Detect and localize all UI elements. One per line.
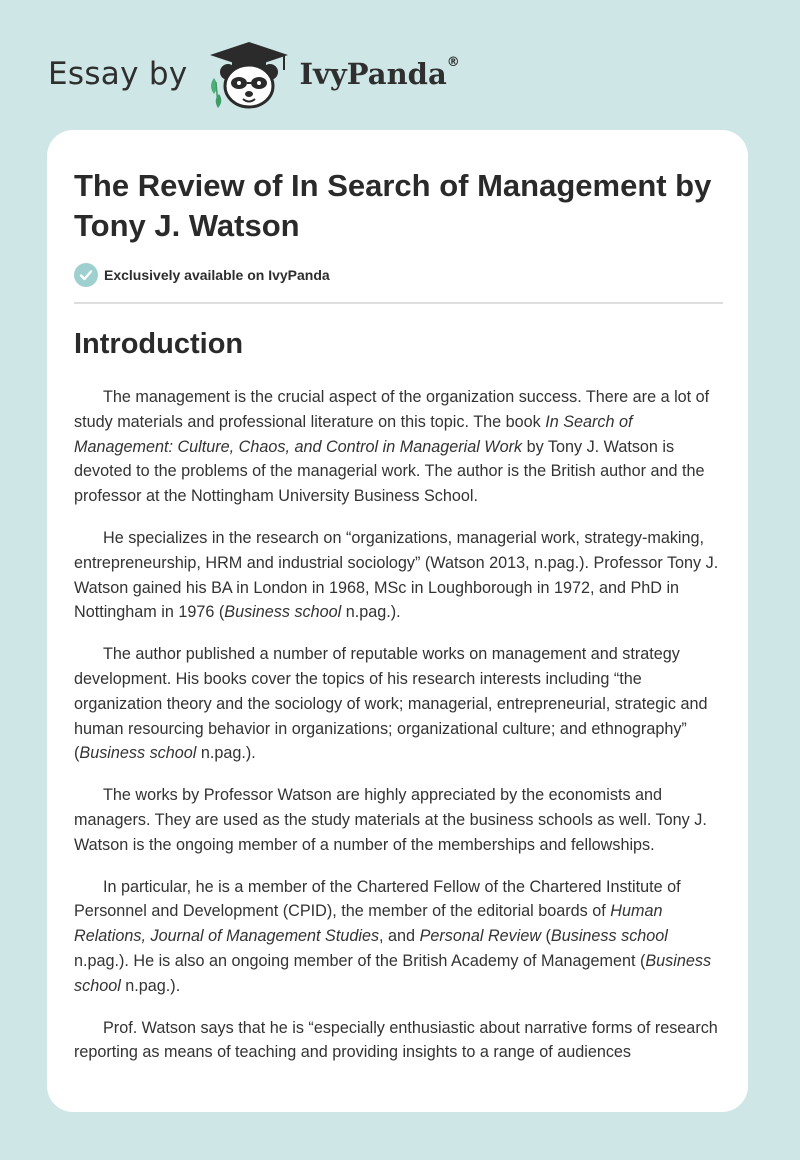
paragraph: The management is the crucial aspect of the organization success. There are a lot of study materials and professional literature on this topic. The book In Search of Management: Culture, Chaos, and Control in Managerial Work by Tony J. Watson is devoted to the problems of the managerial work. The author is the British author and the professor at the Nottingham University Business School. <box>74 388 710 506</box>
essay-body <box>74 385 726 1082</box>
page-title: The Review of In Search of Management by Tony J. Watson <box>74 168 712 243</box>
section-heading: Introduction <box>74 328 244 360</box>
exclusive-text: Exclusively available on IvyPanda <box>104 267 330 283</box>
paragraph: The author published a number of reputable works on management and strategy development. His books cover the topics of his research interests including “the organization theory and the sociology of work; managerial, entrepreneurial, strategic and human resourcing behavior in organizations; organizational culture; and ethnography” (Business school n.pag.). <box>74 645 708 763</box>
panda-logo-icon <box>206 38 292 110</box>
essay-by-label: Essay by <box>48 56 188 92</box>
paragraph: In particular, he is a member of the Chartered Fellow of the Chartered Institute of Personnel and Development (CPID), the member of the editorial boards of Human Relations, Journal of Management Studies, and Personal Review (Business school n.pag.). He is also an ongoing member of the British Academy of Management (Business school n.pag.). <box>74 877 712 995</box>
divider <box>74 302 723 304</box>
exclusive-badge <box>74 263 330 287</box>
check-icon <box>74 263 98 287</box>
brand-name[interactable]: IvyPanda® <box>299 55 460 91</box>
paragraph: The works by Professor Watson are highly appreciated by the economists and managers. They are used as the study materials at the business schools as well. Tony J. Watson is the ongoing member of a number of the memberships and fellowships. <box>74 786 707 854</box>
essay-card <box>47 130 748 1112</box>
paragraph: Prof. Watson says that he is “especially enthusiastic about narrative forms of research reporting as means of teaching and providing insights to a range of audiences <box>74 1018 718 1062</box>
registered-mark: ® <box>446 55 460 70</box>
paragraph: He specializes in the research on “organizations, managerial work, strategy-making, entrepreneurship, HRM and industrial sociology” (Watson 2013, n.pag.). Professor Tony J. Watson gained his BA in London in 1968, MSc in Loughborough in 1972, and PhD in Nottingham in 1976 (Business school n.pag.). <box>74 528 719 622</box>
site-header <box>48 38 460 110</box>
